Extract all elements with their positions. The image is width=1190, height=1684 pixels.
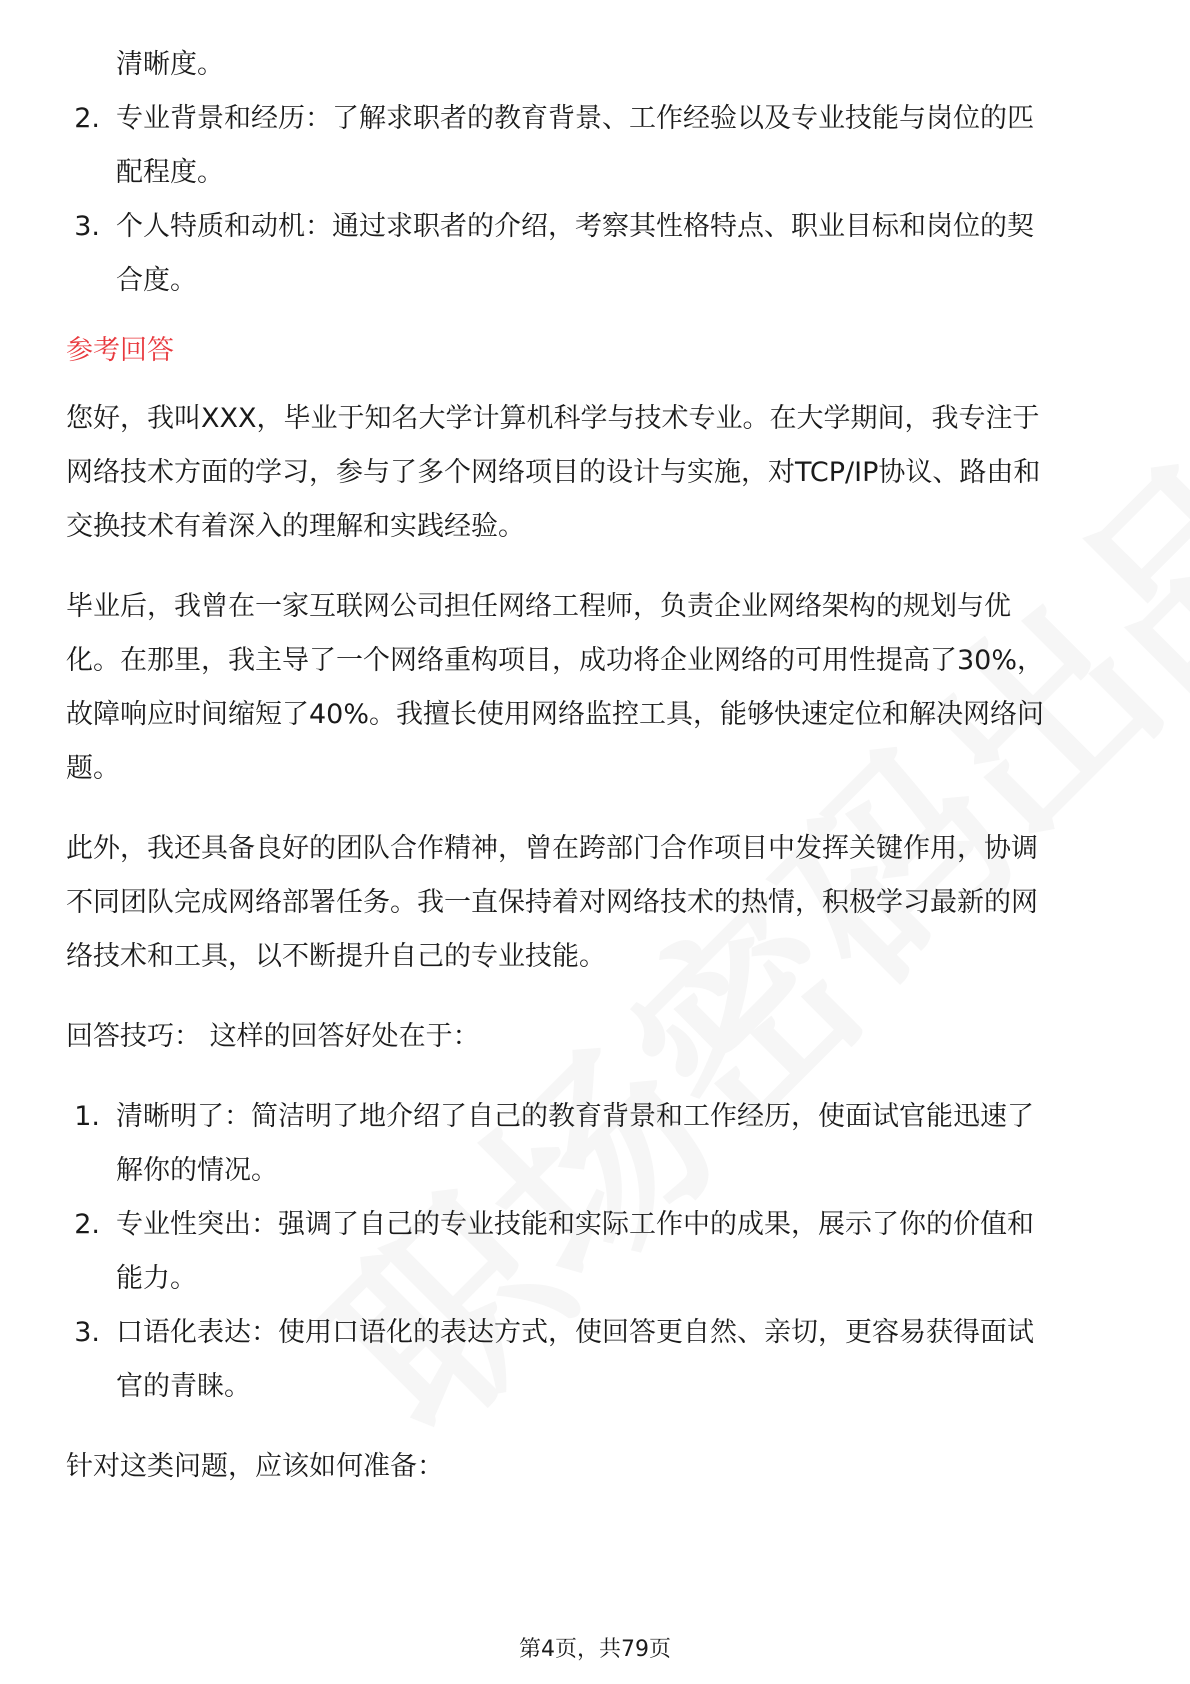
paragraph-line: 故障响应时间缩短了40%。我擅长使用网络监控工具，能够快速定位和解决网络问	[66, 699, 1045, 730]
list-number: 2.	[74, 1209, 100, 1240]
continuation-line: 清晰度。	[116, 49, 224, 80]
list-number: 1.	[74, 1101, 100, 1132]
prepare-line: 针对这类问题，应该如何准备：	[66, 1451, 444, 1482]
paragraph-line: 不同团队完成网络部署任务。我一直保持着对网络技术的热情，积极学习最新的网	[66, 887, 1038, 918]
paragraph-line: 络技术和工具，以不断提升自己的专业技能。	[66, 941, 606, 972]
list-text: 官的青睐。	[116, 1371, 251, 1402]
list-number: 2.	[74, 103, 100, 134]
list-text: 清晰明了：简洁明了地介绍了自己的教育背景和工作经历，使面试官能迅速了	[116, 1101, 1034, 1132]
paragraph-line: 此外，我还具备良好的团队合作精神，曾在跨部门合作项目中发挥关键作用，协调	[66, 833, 1038, 864]
list-text: 能力。	[116, 1263, 197, 1294]
list-text: 合度。	[116, 265, 197, 296]
paragraph-line: 题。	[66, 753, 120, 784]
list-text: 个人特质和动机：通过求职者的介绍，考察其性格特点、职业目标和岗位的契	[116, 211, 1034, 242]
list-text: 专业性突出：强调了自己的专业技能和实际工作中的成果，展示了你的价值和	[116, 1209, 1034, 1240]
paragraph-line: 您好，我叫XXX，毕业于知名大学计算机科学与技术专业。在大学期间，我专注于	[66, 403, 1040, 434]
page-footer: 第4页，共79页	[519, 1637, 671, 1662]
list-text: 专业背景和经历：了解求职者的教育背景、工作经验以及专业技能与岗位的匹	[116, 103, 1034, 134]
paragraph-line: 毕业后，我曾在一家互联网公司担任网络工程师，负责企业网络架构的规划与优	[66, 591, 1011, 622]
list-number: 3.	[74, 1317, 100, 1348]
reference-heading: 参考回答	[66, 335, 174, 366]
paragraph-line: 交换技术有着深入的理解和实践经验。	[66, 511, 525, 542]
list-text: 解你的情况。	[116, 1155, 278, 1186]
list-number: 3.	[74, 211, 100, 242]
tips-intro: 回答技巧： 这样的回答好处在于：	[66, 1021, 480, 1052]
list-text: 配程度。	[116, 157, 224, 188]
list-text: 口语化表达：使用口语化的表达方式，使回答更自然、亲切，更容易获得面试	[116, 1317, 1034, 1348]
paragraph-line: 网络技术方面的学习，参与了多个网络项目的设计与实施，对TCP/IP协议、路由和	[66, 457, 1041, 488]
paragraph-line: 化。在那里，我主导了一个网络重构项目，成功将企业网络的可用性提高了30%，	[66, 645, 1045, 676]
